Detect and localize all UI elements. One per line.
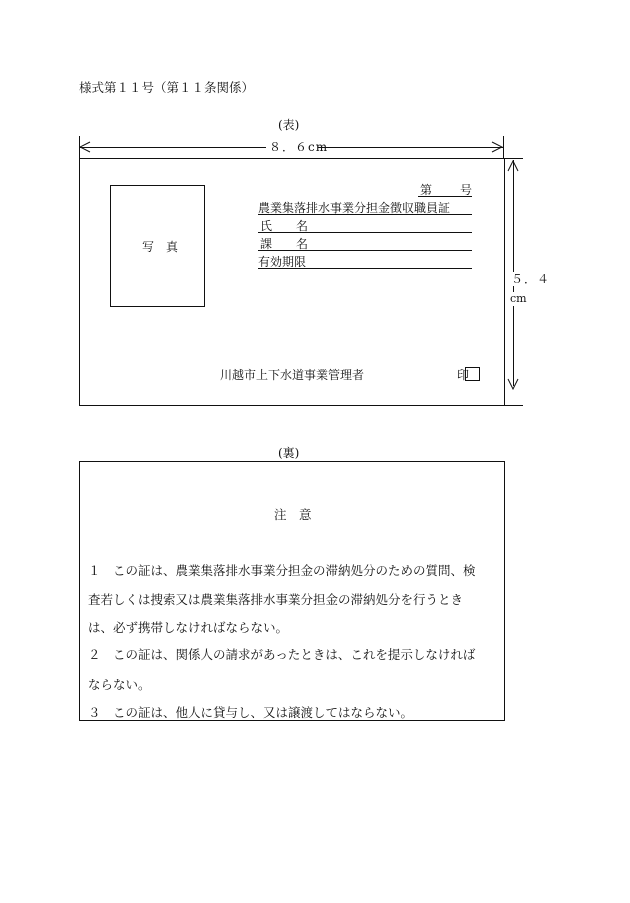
width-dim-text: ８．６cm — [269, 140, 329, 154]
note-line-1: １ この証は、農業集落排水事業分担金の滞納処分のための質問、検 — [88, 563, 476, 578]
width-dim-line-left — [80, 147, 266, 148]
width-dim-right-tick — [503, 136, 504, 158]
note-line-4: ２ この証は、関係人の請求があったときは、これを提示しなければ — [88, 647, 476, 662]
photo-label: 写 真 — [142, 240, 179, 254]
arrow-left-icon — [79, 141, 91, 153]
number-underline — [418, 196, 472, 197]
seal-box — [465, 367, 480, 381]
field-section: 課 名 — [260, 237, 309, 251]
height-dim-value: ５．４ — [511, 272, 551, 286]
number-label-left: 第 — [420, 183, 433, 197]
field-validity-line — [258, 268, 472, 269]
field-validity: 有効期限 — [258, 255, 307, 269]
back-heading: 注 意 — [274, 507, 312, 522]
height-dim-bottom-tick — [505, 405, 523, 406]
field-name: 氏 名 — [260, 219, 309, 233]
arrow-up-icon — [507, 160, 520, 172]
form-header: 様式第１１号（第１１条関係） — [79, 80, 255, 95]
field-section-line — [258, 250, 472, 251]
card-title: 農業集落排水事業分担金徴収職員証 — [258, 201, 451, 215]
height-dim-unit: cm — [510, 292, 527, 305]
note-line-6: ３ この証は、他人に貸与し、又は譲渡してはならない。 — [88, 705, 414, 720]
height-dim-top-tick — [505, 158, 523, 159]
card-title-underline — [258, 214, 472, 215]
width-dim-line-right — [318, 147, 503, 148]
arrow-down-icon — [507, 378, 520, 390]
issuer: 川越市上下水道事業管理者 — [220, 368, 365, 382]
front-label: (表) — [278, 118, 300, 132]
note-line-3: は、必ず携帯しなければならない。 — [88, 620, 289, 635]
seal-char: 印 — [457, 368, 470, 382]
field-name-line — [258, 232, 472, 233]
arrow-right-icon — [491, 141, 503, 153]
number-label-right: 号 — [460, 183, 473, 197]
note-line-2: 査若しくは捜索又は農業集落排水事業分担金の滞納処分を行うとき — [88, 592, 464, 607]
back-label: (裏) — [278, 446, 300, 460]
note-line-5: ならない。 — [88, 677, 151, 692]
